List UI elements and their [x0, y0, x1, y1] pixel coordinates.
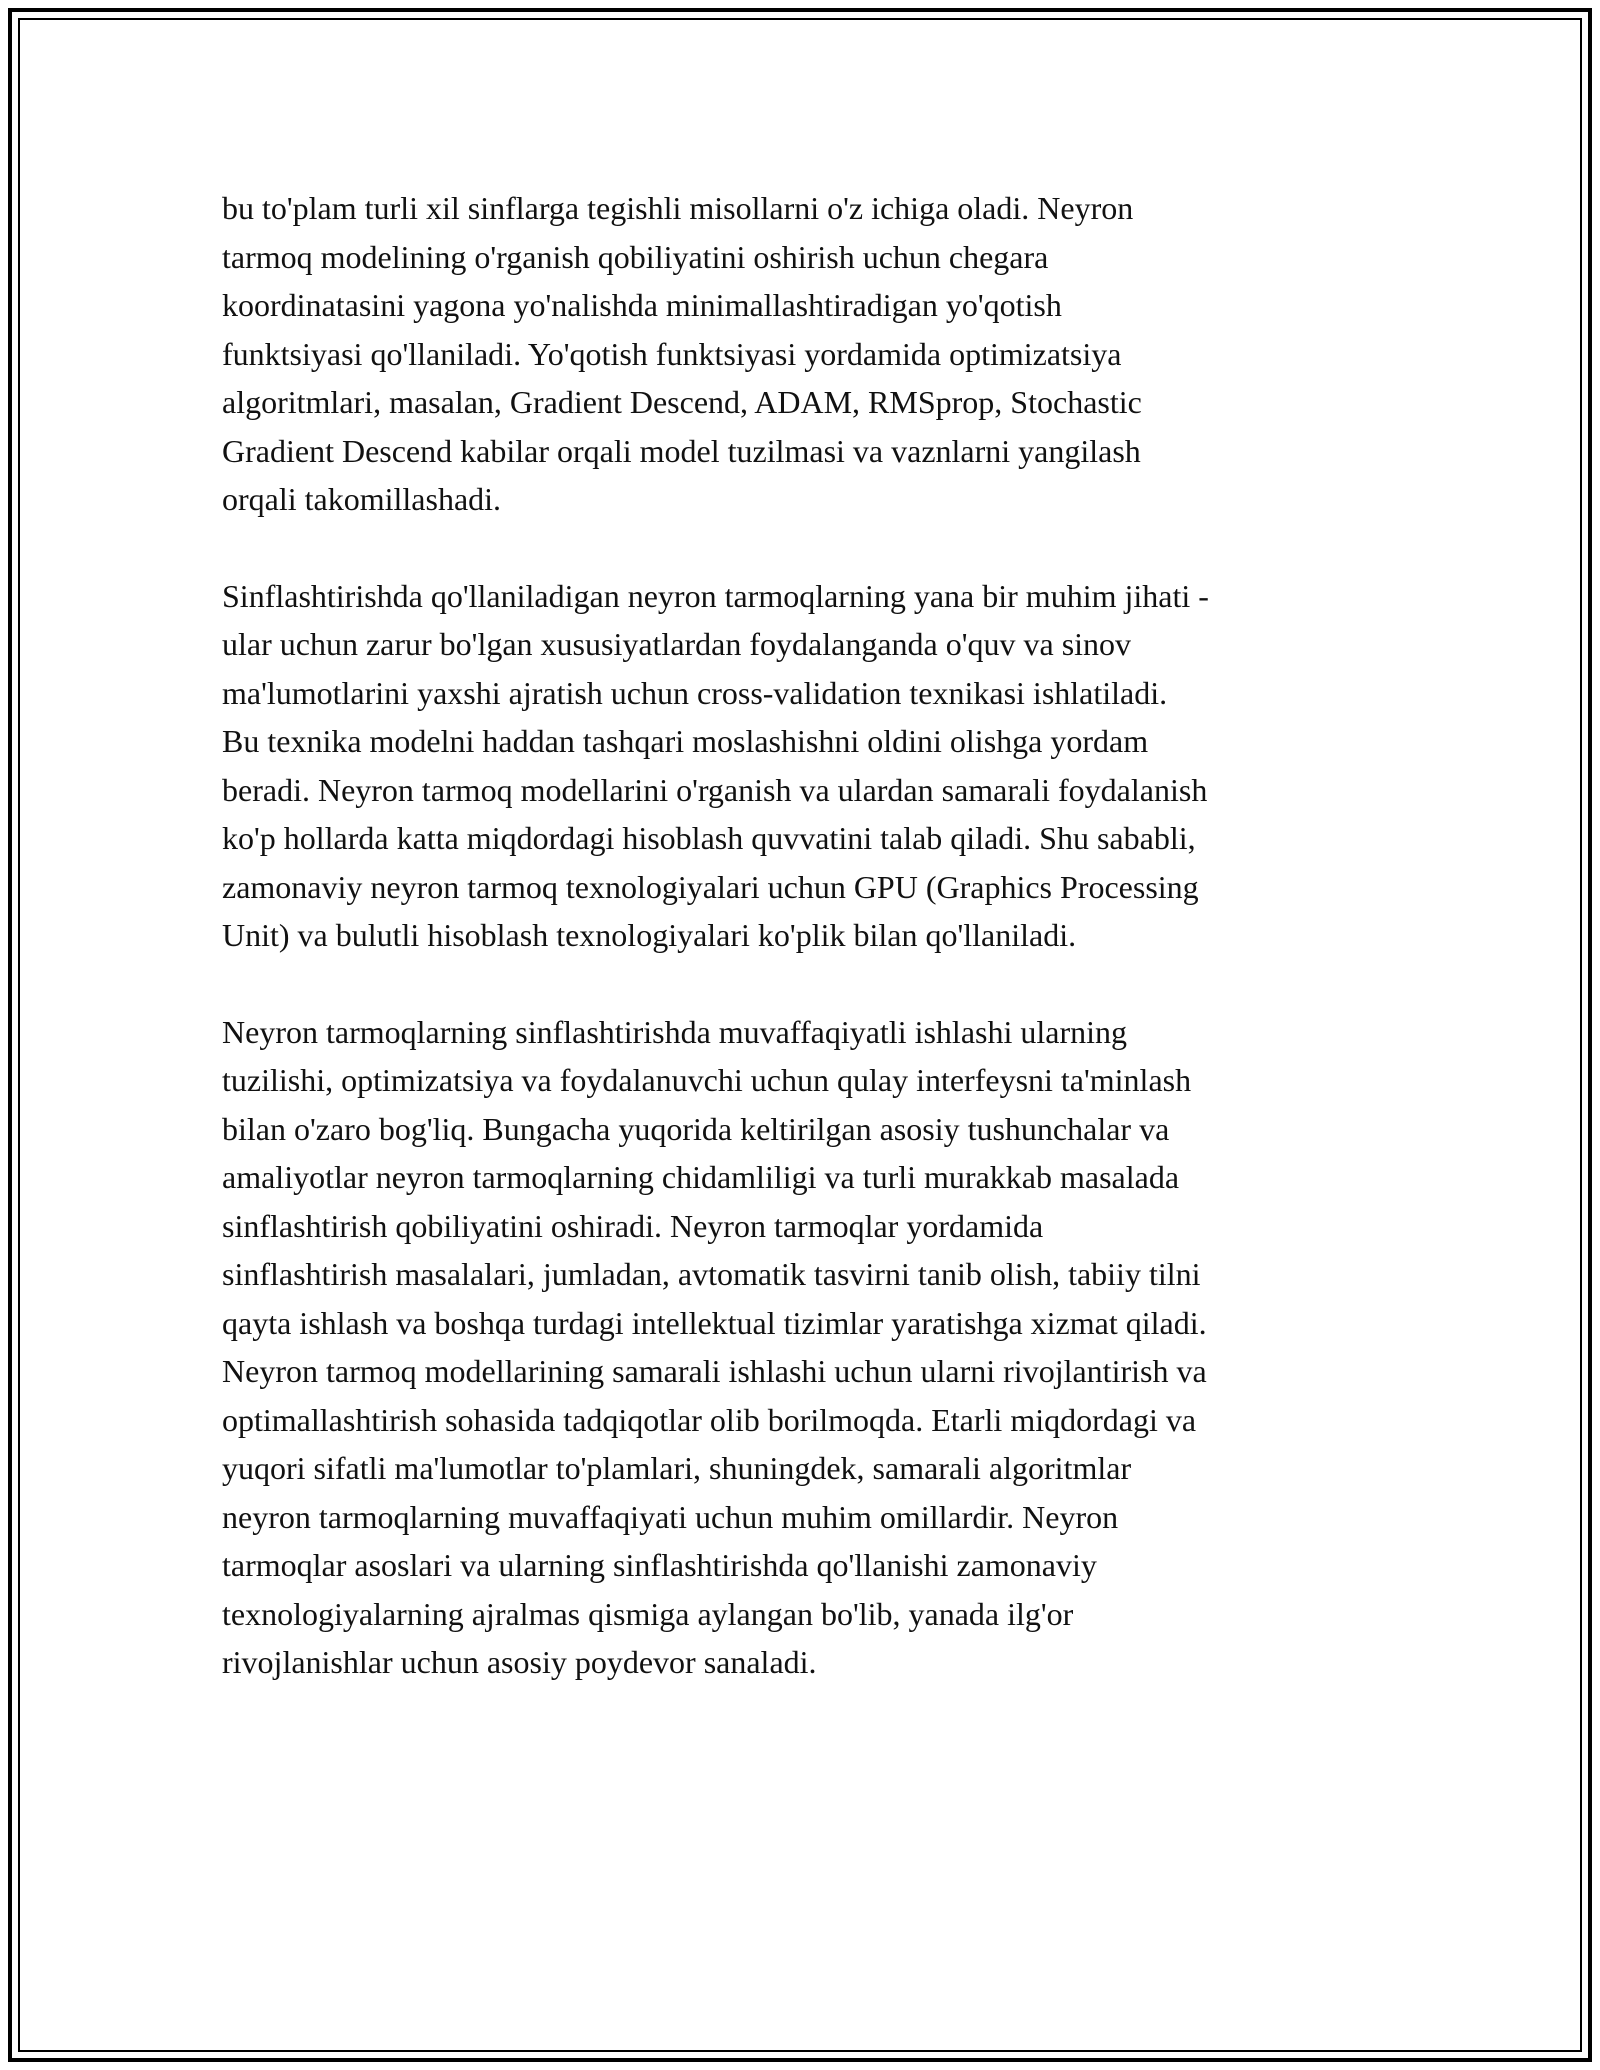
text-line: tarmoq modelining o'rganish qobiliyatini oshirish uchun chegara [222, 238, 1049, 275]
text-line: optimallashtirish sohasida tadqiqotlar olib borilmoqda. Etarli miqdordagi va [222, 1401, 1197, 1438]
text-line: Unit) va bulutli hisoblash texnologiyalari ko'plik bilan qo'llaniladi. [222, 917, 1077, 953]
text-line: amaliyotlar neyron tarmoqlarning chidamliligi va turli murakkab masalada [222, 1159, 1180, 1195]
text-line: Bu texnika modelni haddan tashqari moslashishni oldini olishga yordam [222, 723, 1149, 759]
text-line: sinflashtirish masalalari, jumladan, avtomatik tasvirni tanib olish, tabiiy tilni [222, 1256, 1201, 1292]
text-line: algoritmlari, masalan, Gradient Descend, ADAM, RMSprop, Stochastic [222, 384, 1142, 420]
text-line: zamonaviy neyron tarmoq texnologiyalari uchun GPU (Graphics Processing [222, 868, 1199, 905]
text-line: rivojlanishlar uchun asosiy poydevor sanaladi. [222, 1644, 817, 1680]
text-line: funktsiyasi qo'llaniladi. Yo'qotish funktsiyasi yordamida optimizatsiya [222, 335, 1122, 372]
document-body [222, 184, 1382, 1735]
text-line: Neyron tarmoqlarning sinflashtirishda muvaffaqiyatli ishlashi ularning [222, 1013, 1127, 1050]
text-line: ma'lumotlarini yaxshi ajratish uchun cross-validation texnikasi ishlatiladi. [222, 674, 1168, 711]
text-line: Neyron tarmoq modellarining samarali ishlashi uchun ularni rivojlantirish va [222, 1353, 1207, 1389]
text-line: ular uchun zarur bo'lgan xususiyatlardan foydalanganda o'quv va sinov [222, 626, 1132, 662]
paragraph-2 [222, 572, 1382, 960]
text-line: bilan o'zaro bog'liq. Bungacha yuqorida keltirilgan asosiy tushunchalar va [222, 1110, 1170, 1147]
text-line: tuzilishi, optimizatsiya va foydalanuvchi uchun qulay interfeysni ta'minlash [222, 1062, 1192, 1098]
text-line: Gradient Descend kabilar orqali model tuzilmasi va vaznlarni yangilash [222, 432, 1141, 469]
text-line: koordinatasini yagona yo'nalishda minimallashtiradigan yo'qotish [222, 287, 1062, 323]
text-line: sinflashtirish qobiliyatini oshiradi. Neyron tarmoqlar yordamida [222, 1207, 1044, 1244]
text-line: tarmoqlar asoslari va ularning sinflashtirishda qo'llanishi zamonaviy [222, 1547, 1097, 1583]
text-line: ko'p hollarda katta miqdordagi hisoblash quvvatini talab qiladi. Shu sababli, [222, 820, 1196, 856]
paragraph-3 [222, 1008, 1382, 1687]
text-line: bu to'plam turli xil sinflarga tegishli misollarni o'z ichiga oladi. Neyron [222, 190, 1134, 226]
text-line: texnologiyalarning ajralmas qismiga aylangan bo'lib, yanada ilg'or [222, 1595, 1074, 1632]
text-line: Sinflashtirishda qo'llaniladigan neyron tarmoqlarning yana bir muhim jihati - [222, 577, 1209, 614]
text-line: orqali takomillashadi. [222, 481, 502, 517]
paragraph-1 [222, 184, 1382, 524]
text-line: neyron tarmoqlarning muvaffaqiyati uchun muhim omillardir. Neyron [222, 1498, 1119, 1535]
text-line: beradi. Neyron tarmoq modellarini o'rganish va ulardan samarali foydalanish [222, 771, 1208, 808]
text-line: yuqori sifatli ma'lumotlar to'plamlari, shuningdek, samarali algoritmlar [222, 1450, 1132, 1486]
text-line: qayta ishlash va boshqa turdagi intellektual tizimlar yaratishga xizmat qiladi. [222, 1304, 1207, 1341]
